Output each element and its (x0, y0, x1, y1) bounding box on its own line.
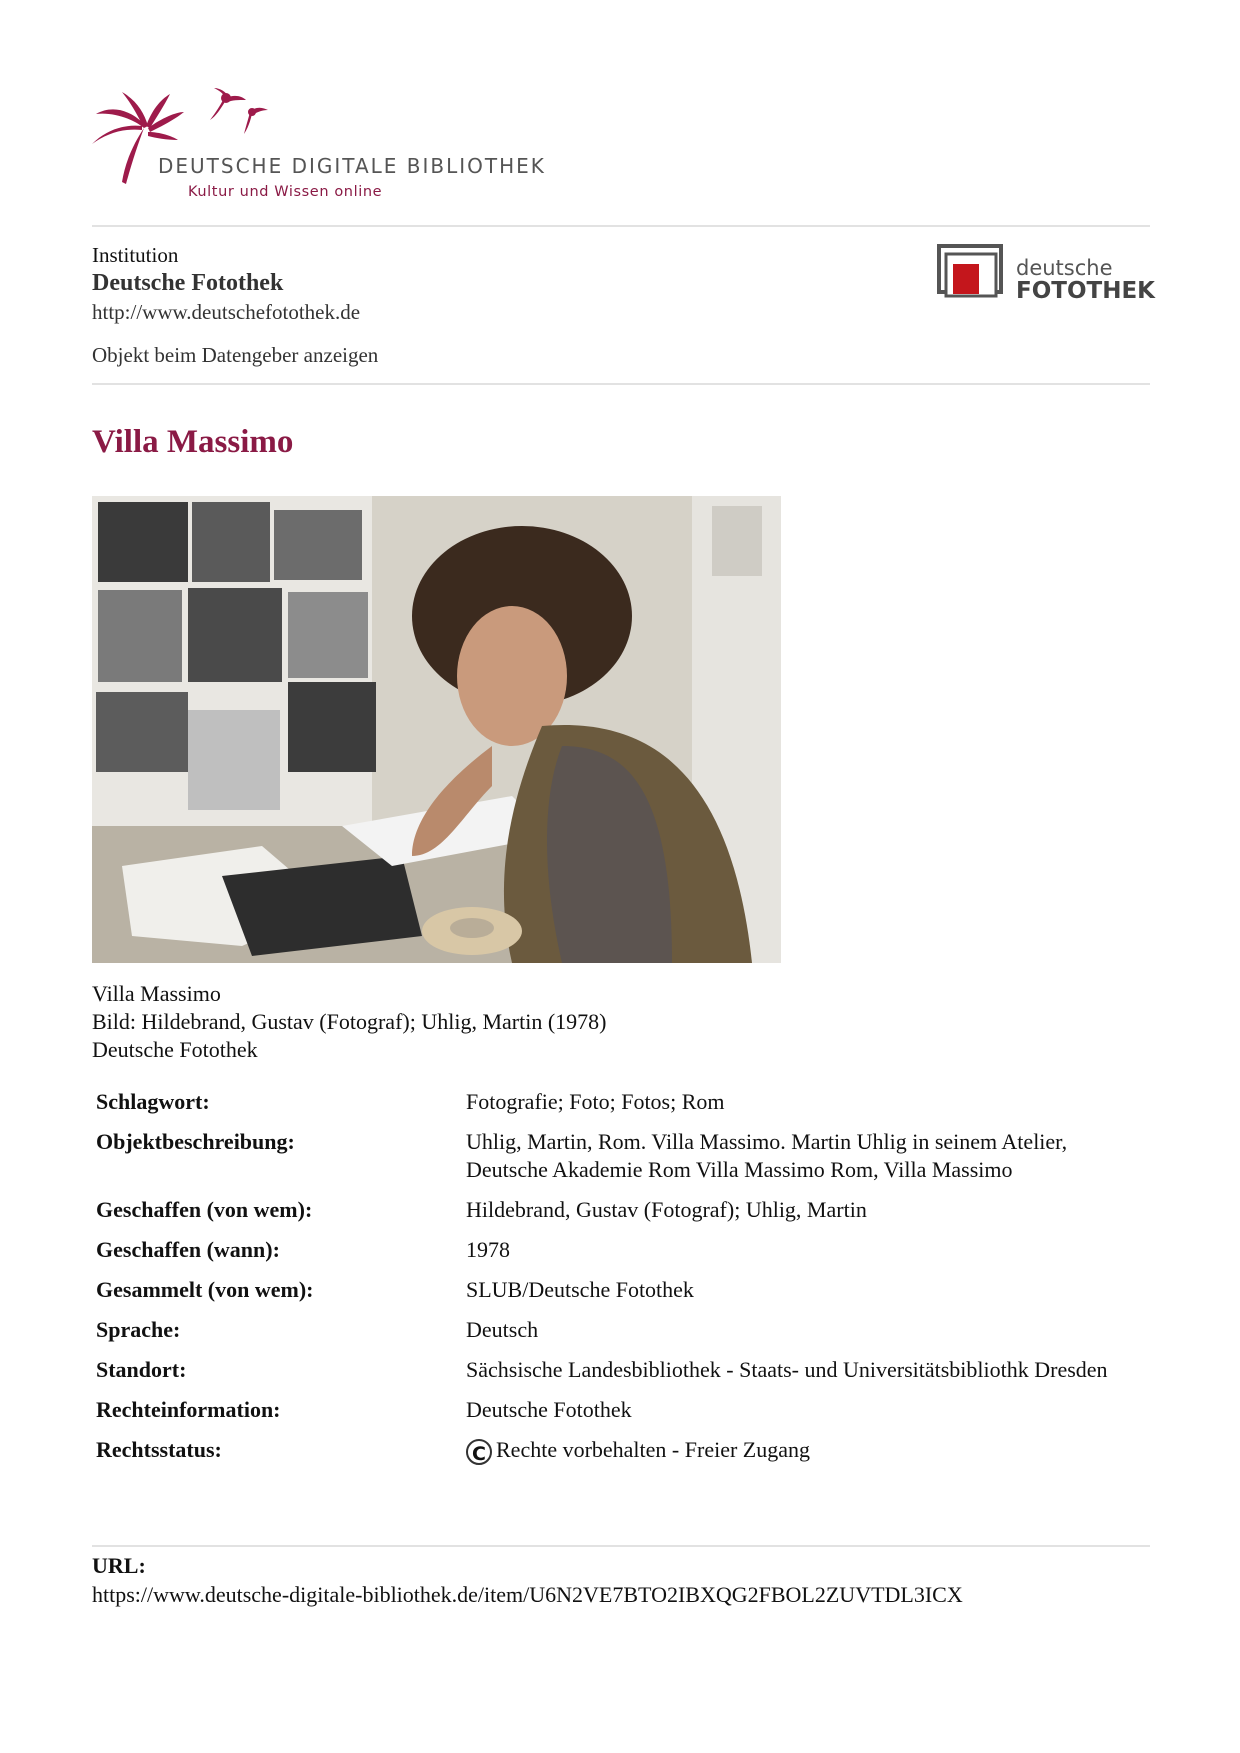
url-label: URL: (92, 1553, 146, 1578)
metadata-key: Geschaffen (wann): (96, 1237, 280, 1262)
metadata-row (92, 1128, 1150, 1196)
flower-icon (92, 88, 292, 198)
metadata-row (92, 1196, 1150, 1236)
metadata-value: Sächsische Landesbibliothek - Staats- und Universitätsbibliothk Dresden (466, 1357, 1108, 1382)
metadata-key: Rechtsstatus: (96, 1437, 222, 1462)
copyright-icon: C (466, 1439, 492, 1465)
metadata-value: Deutsche Fotothek (466, 1397, 632, 1422)
photo-caption (92, 980, 606, 1064)
metadata-value: Deutsch (466, 1317, 539, 1342)
rights-status-text: Rechte vorbehalten - Freier Zugang (496, 1437, 810, 1462)
metadata-value-rights (466, 1436, 1150, 1477)
metadata-row (92, 1088, 1150, 1128)
metadata-value: Fotografie; Foto; Fotos; Rom (466, 1089, 725, 1114)
institution-url-link[interactable]: http://www.deutschefotothek.de (92, 300, 361, 324)
institution-name: Deutsche Fotothek (92, 270, 284, 296)
metadata-key: Sprache: (96, 1317, 181, 1342)
metadata-row (92, 1316, 1150, 1356)
ddb-logo[interactable] (92, 88, 546, 208)
institution-label: Institution (92, 243, 179, 267)
view-at-provider-link[interactable]: Objekt beim Datengeber anzeigen (92, 343, 379, 367)
metadata-key: Objektbeschreibung: (96, 1129, 295, 1154)
metadata-value: SLUB/Deutsche Fotothek (466, 1277, 694, 1302)
caption-credit: Bild: Hildebrand, Gustav (Fotograf); Uhlig, Martin (1978) (92, 1009, 607, 1034)
ddb-logo-name: DEUTSCHE DIGITALE BIBLIOTHEK (158, 154, 546, 178)
metadata-key: Geschaffen (von wem): (96, 1197, 313, 1222)
metadata-row (92, 1356, 1150, 1396)
fotothek-logo-word1: deutsche (1016, 256, 1113, 280)
object-url-link[interactable]: https://www.deutsche-digitale-bibliothek.de/item/U6N2VE7BTO2IBXQG2FBOL2ZUVTDL3ICX (92, 1582, 963, 1607)
caption-title: Villa Massimo (92, 981, 221, 1006)
metadata-key: Gesammelt (von wem): (96, 1277, 314, 1302)
fotothek-logo-word2: FOTOTHEK (1016, 278, 1155, 304)
caption-institution: Deutsche Fotothek (92, 1037, 258, 1062)
photo-illustration (92, 496, 781, 963)
metadata-row (92, 1396, 1150, 1436)
metadata-table (92, 1088, 1150, 1477)
object-title: Villa Massimo (92, 424, 294, 460)
fotothek-frames-icon (936, 244, 1010, 308)
metadata-value: 1978 (466, 1237, 510, 1262)
metadata-key: Standort: (96, 1357, 187, 1382)
metadata-row (92, 1436, 1150, 1477)
divider (92, 383, 1150, 385)
object-photo[interactable] (92, 496, 781, 963)
ddb-logo-tagline: Kultur und Wissen online (188, 184, 383, 200)
metadata-value: Hildebrand, Gustav (Fotograf); Uhlig, Martin (466, 1197, 867, 1222)
metadata-row (92, 1236, 1150, 1276)
metadata-row (92, 1276, 1150, 1316)
metadata-key: Schlagwort: (96, 1089, 210, 1114)
divider (92, 225, 1150, 227)
fotothek-logo (936, 244, 1155, 308)
metadata-value: Uhlig, Martin, Rom. Villa Massimo. Martin Uhlig in seinem Atelier, Deutsche Akademie Rom Villa Massimo Rom, Villa Massimo (466, 1129, 1068, 1182)
divider (92, 1545, 1150, 1547)
metadata-key: Rechteinformation: (96, 1397, 281, 1422)
